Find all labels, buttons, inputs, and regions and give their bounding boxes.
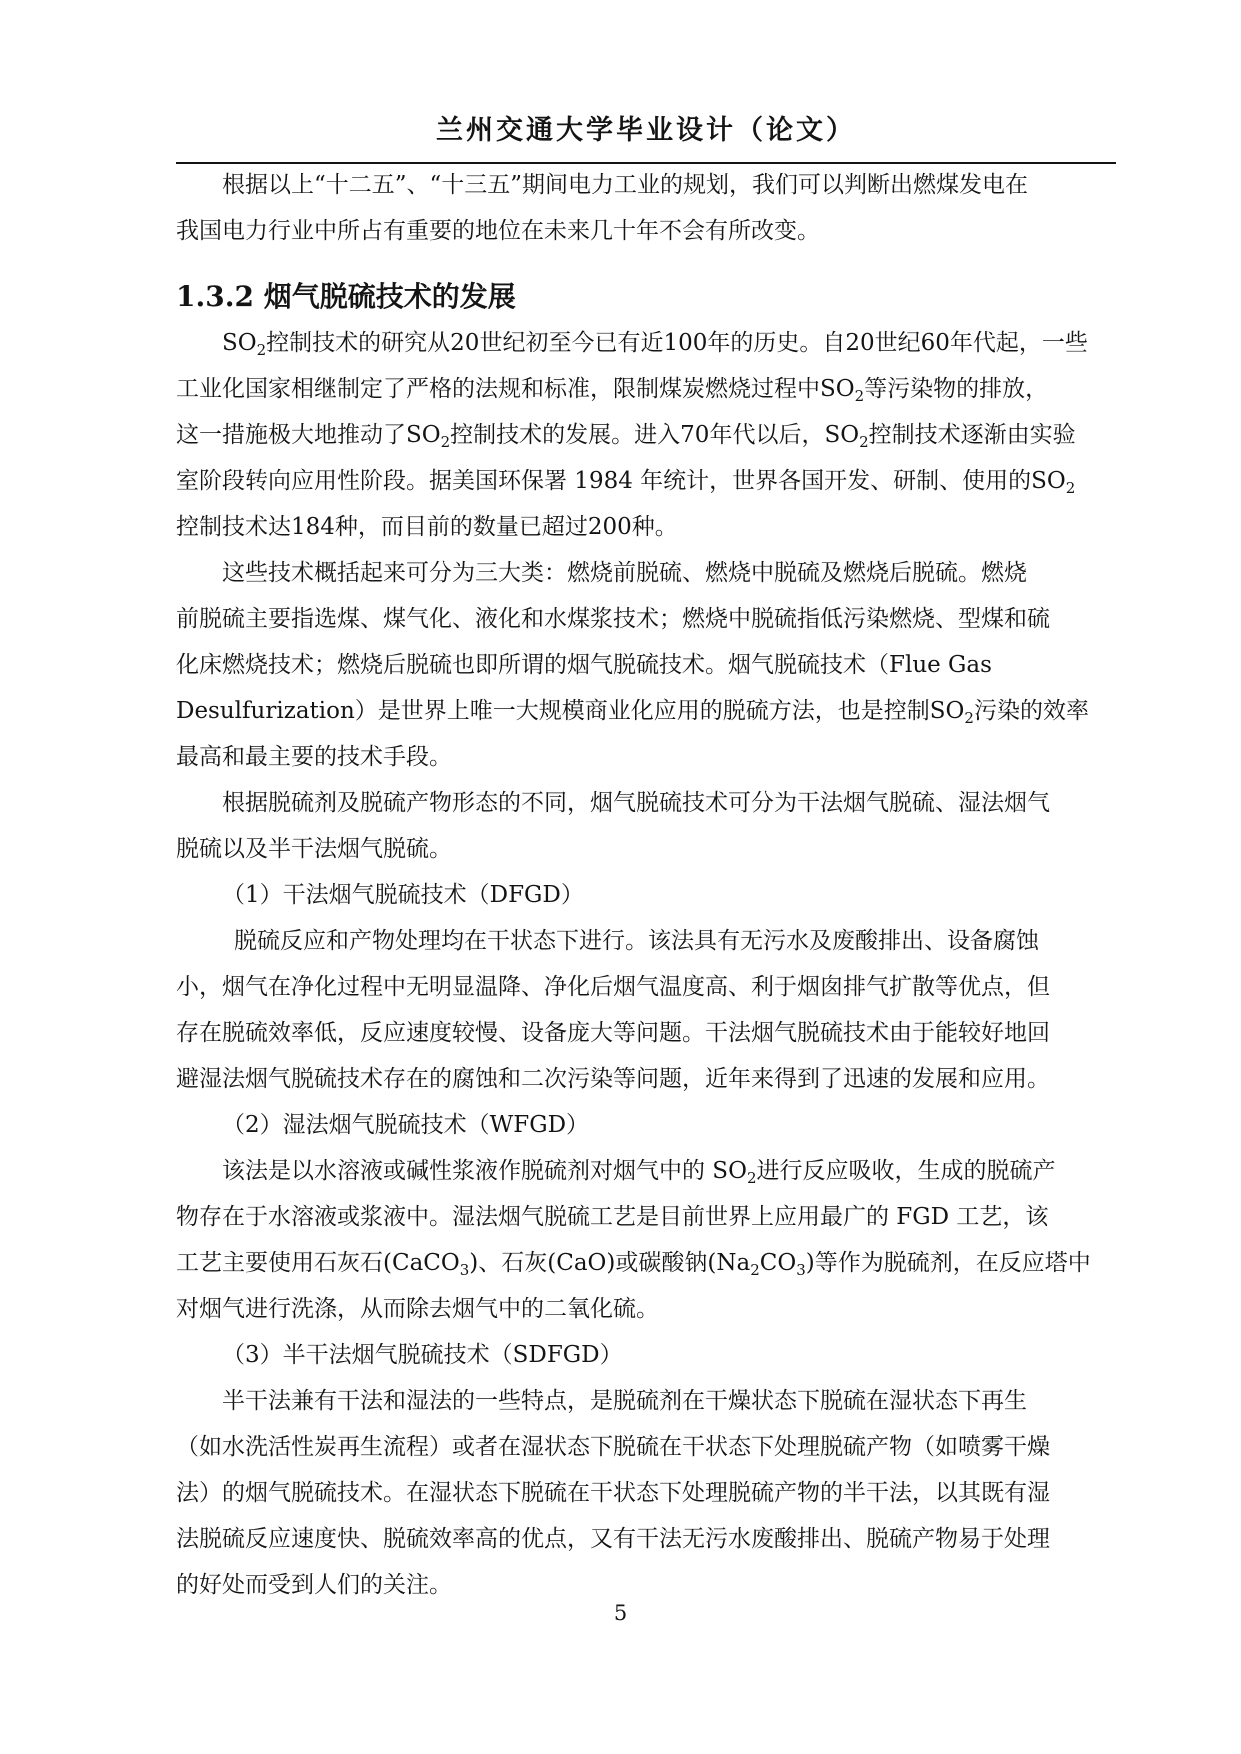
subscript: 3: [459, 1261, 470, 1279]
subscript: 2: [746, 1169, 757, 1187]
paragraph-line: [176, 688, 1126, 734]
text-run: SO: [222, 330, 257, 356]
paragraph-line: 存在脱硫效率低，反应速度较慢、设备庞大等问题。干法烟气脱硫技术由于能较好地回: [176, 1020, 1050, 1046]
paragraph-line: 法）的烟气脱硫技术。在湿状态下脱硫在干状态下处理脱硫产物的半干法，以其既有湿: [176, 1480, 1050, 1506]
paragraph-line: 控制技术达184种，而目前的数量已超过200种。: [176, 514, 678, 540]
text-run: CO: [759, 1250, 797, 1276]
paragraph-line: （如水洗活性炭再生流程）或者在湿状态下脱硫在干状态下处理脱硫产物（如喷雾干燥: [176, 1434, 1050, 1460]
text-run: 控制技术的发展。进入70年代以后，SO: [450, 422, 860, 448]
text-run: )、石灰(CaO)或碳酸钠(Na: [469, 1250, 751, 1276]
text-run: 控制技术的研究从20世纪初至今已有近100年的历史。自20世纪60年代起，一些: [266, 330, 1088, 356]
paragraph-line: 对烟气进行洗涤，从而除去烟气中的二氧化硫。: [176, 1296, 659, 1322]
subscript: 2: [750, 1261, 760, 1279]
text-run: 污染的效率: [973, 698, 1089, 724]
subsection-title-semi: （3）半干法烟气脱硫技术（SDFGD）: [222, 1342, 623, 1368]
subscript: 2: [440, 433, 451, 451]
paragraph-line: 根据脱硫剂及脱硫产物形态的不同，烟气脱硫技术可分为干法烟气脱硫、湿法烟气: [222, 790, 1050, 816]
paragraph-line: 法脱硫反应速度快、脱硫效率高的优点，又有干法无污水废酸排出、脱硫产物易于处理: [176, 1526, 1050, 1552]
paragraph-line: 根据以上“十二五”、“十三五”期间电力工业的规划，我们可以判断出燃煤发电在: [222, 172, 1029, 198]
subscript: 3: [796, 1261, 806, 1279]
text-run: 进行反应吸收，生成的脱硫产: [756, 1158, 1056, 1184]
paragraph-line: [222, 320, 1172, 366]
paragraph-line: 的好处而受到人们的关注。: [176, 1572, 452, 1598]
text-run: 工艺主要使用石灰石(CaCO: [176, 1250, 460, 1276]
text-run: )等作为脱硫剂，在反应塔中: [805, 1250, 1091, 1276]
subscript: 2: [854, 387, 865, 405]
text-run: 室阶段转向应用性阶段。据美国环保署 1984 年统计，世界各国开发、研制、使用的SO: [176, 468, 1066, 494]
paragraph-line: 脱硫以及半干法烟气脱硫。: [176, 836, 452, 862]
paragraph-line: [222, 1148, 1172, 1194]
paragraph-line: [176, 412, 1126, 458]
paragraph-line: 脱硫反应和产物处理均在干状态下进行。该法具有无污水及废酸排出、设备腐蚀: [234, 928, 1039, 954]
section-heading: 1.3.2 烟气脱硫技术的发展: [176, 280, 516, 313]
paragraph-line: 化床燃烧技术；燃烧后脱硫也即所谓的烟气脱硫技术。烟气脱硫技术（Flue Gas: [176, 652, 992, 678]
text-run: Desulfurization）是世界上唯一大规模商业化应用的脱硫方法，也是控制SO: [176, 698, 965, 724]
text-run: 工业化国家相继制定了严格的法规和标准，限制煤炭燃烧过程中SO: [176, 376, 855, 402]
subscript: 2: [256, 341, 267, 359]
paragraph-line: 避湿法烟气脱硫技术存在的腐蚀和二次污染等问题，近年来得到了迅速的发展和应用。: [176, 1066, 1050, 1092]
paragraph-line: [176, 366, 1126, 412]
subsection-title-wet: （2）湿法烟气脱硫技术（WFGD）: [222, 1112, 590, 1138]
subscript: 2: [964, 709, 974, 727]
text-run: 等污染物的排放，: [864, 376, 1049, 402]
paragraph-line: 最高和最主要的技术手段。: [176, 744, 452, 770]
paragraph-line: 小，烟气在净化过程中无明显温降、净化后烟气温度高、利于烟囱排气扩散等优点，但: [176, 974, 1050, 1000]
page-header-title: 兰州交通大学毕业设计（论文）: [436, 115, 856, 146]
subsection-title-dry: （1）干法烟气脱硫技术（DFGD）: [222, 882, 584, 908]
paragraph-line: 前脱硫主要指选煤、煤气化、液化和水煤浆技术；燃烧中脱硫指低污染燃烧、型煤和硫: [176, 606, 1050, 632]
page-number: 5: [613, 1601, 628, 1625]
paragraph-line: 我国电力行业中所占有重要的地位在未来几十年不会有所改变。: [176, 218, 820, 244]
subscript: 2: [859, 433, 869, 451]
paragraph-line: 半干法兼有干法和湿法的一些特点，是脱硫剂在干燥状态下脱硫在湿状态下再生: [222, 1388, 1027, 1414]
paragraph-line: [176, 1240, 1126, 1286]
text-run: 控制技术逐渐由实验: [868, 422, 1076, 448]
paragraph-line: 这些技术概括起来可分为三大类：燃烧前脱硫、燃烧中脱硫及燃烧后脱硫。燃烧: [222, 560, 1027, 586]
text-run: 这一措施极大地推动了SO: [176, 422, 441, 448]
paragraph-line: 物存在于水溶液或浆液中。湿法烟气脱硫工艺是目前世界上应用最广的 FGD 工艺，该: [176, 1204, 1049, 1230]
subscript: 2: [1065, 479, 1076, 497]
text-run: 该法是以水溶液或碱性浆液作脱硫剂对烟气中的 SO: [222, 1158, 747, 1184]
paragraph-line: [176, 458, 1126, 504]
